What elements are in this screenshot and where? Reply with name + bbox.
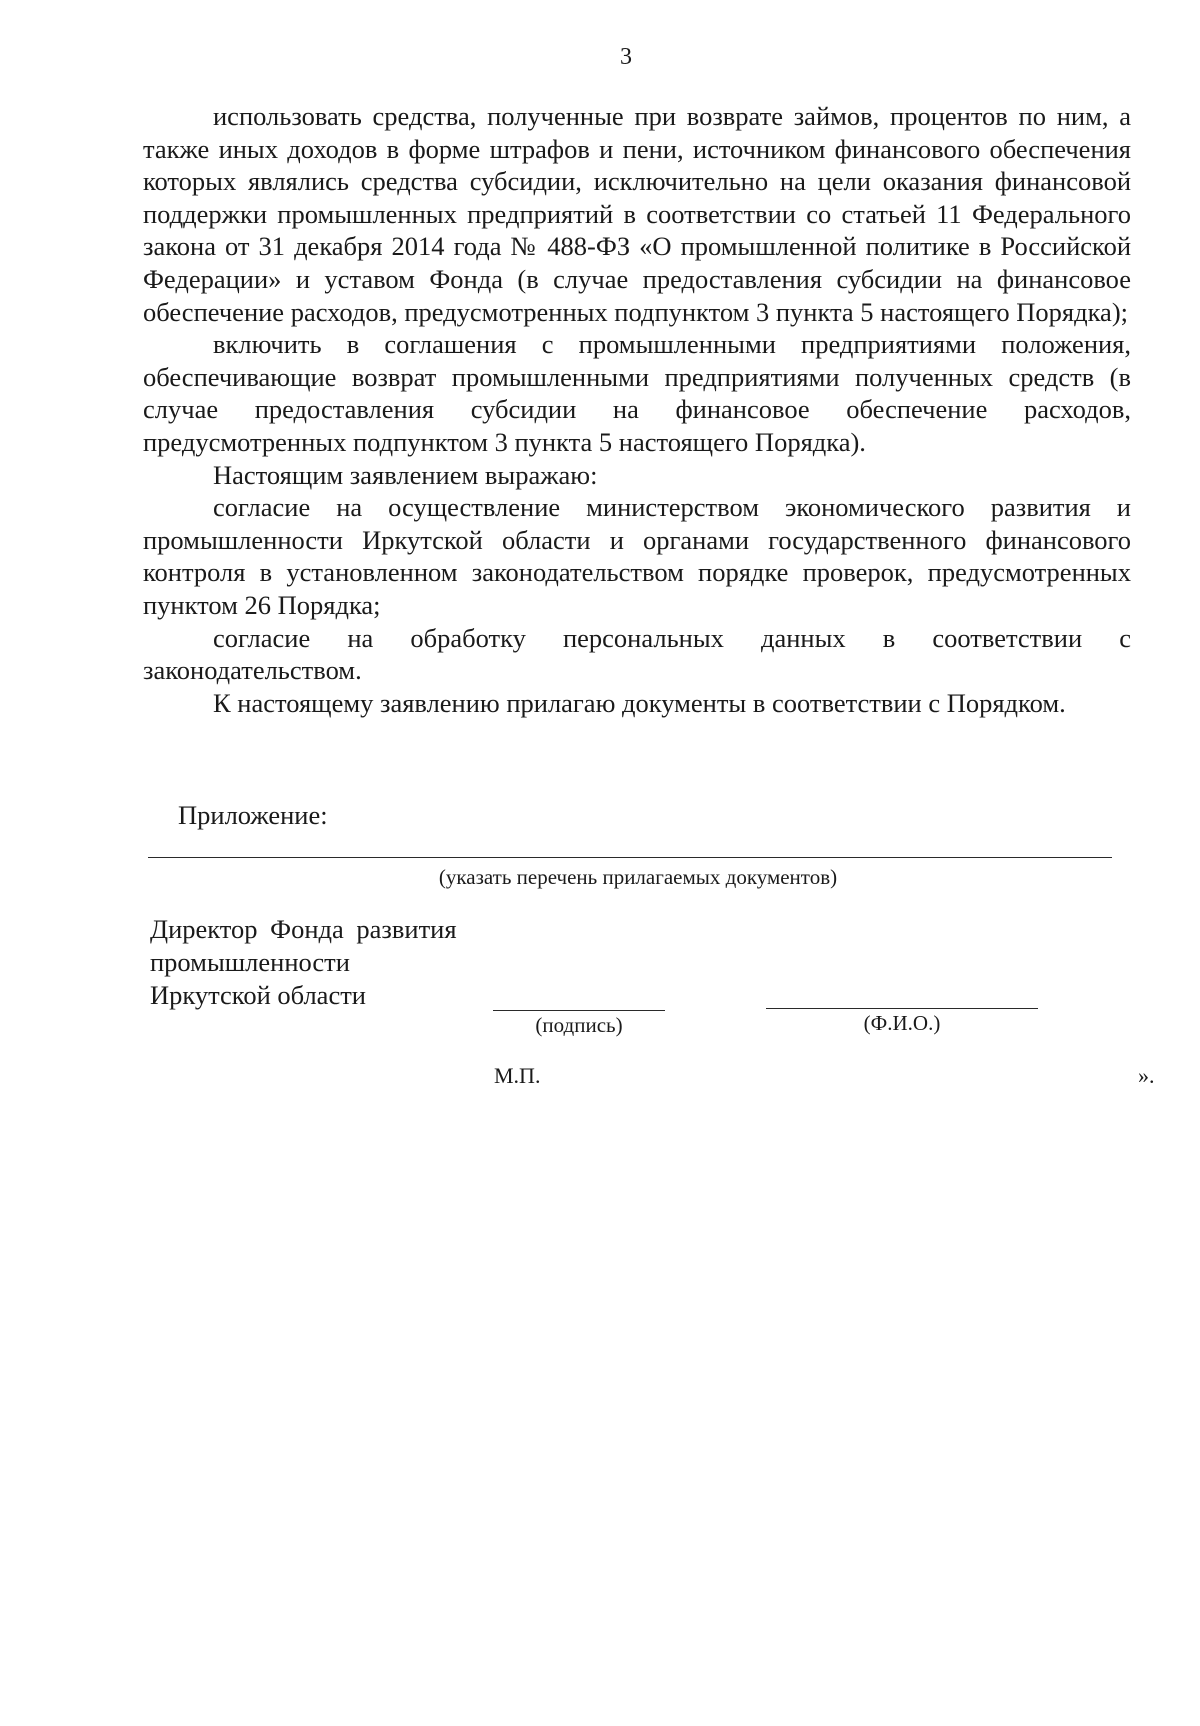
body-text	[143, 100, 1131, 719]
paragraph-use-of-funds: использовать средства, полученные при возврате займов, процентов по ним, а также иных доходов в форме штрафов и пени, источником финансового обеспечения которых являлись средства субсидии, исключительно на цели оказания финансовой поддержки промышленных предприятий в соответствии со статьей 11 Федерального закона от 31 декабря 2014 года № 488-ФЗ «О промышленной политике в Российской Федерации» и уставом Фонда (в случае предоставления субсидии на финансовое обеспечение расходов, предусмотренных подпунктом 3 пункта 5 настоящего Порядка);	[143, 101, 1131, 327]
paragraph-express-consent: Настоящим заявлением выражаю:	[213, 459, 598, 490]
signature-caption: (подпись)	[535, 1013, 623, 1037]
paragraph-consent-inspections: согласие на осуществление министерством экономического развития и промышленности Иркутской области и органами государственного финансового контроля в установленном законодательством порядке проверок, предусмотренных пунктом 26 Порядка;	[143, 492, 1131, 620]
fio-caption: (Ф.И.О.)	[863, 1011, 941, 1035]
director-title-line1: Директор Фонда развития	[150, 914, 457, 944]
closing-quote: ».	[1138, 1063, 1155, 1088]
signature-line	[493, 1010, 665, 1011]
attachment-caption: (указать перечень прилагаемых документов)	[438, 865, 838, 889]
paragraph-agreements: включить в соглашения с промышленными предприятиями положения, обеспечивающие возврат промышленными предприятиями полученных средств (в случае предоставления субсидии на финансовое обеспечение расходов, предусмотренных подпунктом 3 пункта 5 настоящего Порядка).	[143, 329, 1131, 457]
director-title-line3: Иркутской области	[150, 980, 366, 1010]
paragraph-consent-personal-data: согласие на обработку персональных данных в соответствии с законодательством.	[143, 622, 1131, 686]
attachment-label: Приложение:	[178, 800, 328, 830]
paragraph-attached-documents: К настоящему заявлению прилагаю документы в соответствии с Порядком.	[213, 687, 1066, 718]
director-title	[150, 913, 457, 1012]
page-number: 3	[620, 44, 632, 70]
director-title-line2: промышленности	[150, 947, 350, 977]
stamp-placeholder: М.П.	[494, 1063, 541, 1088]
attachment-fill-line	[148, 857, 1112, 858]
fio-line	[766, 1008, 1038, 1009]
